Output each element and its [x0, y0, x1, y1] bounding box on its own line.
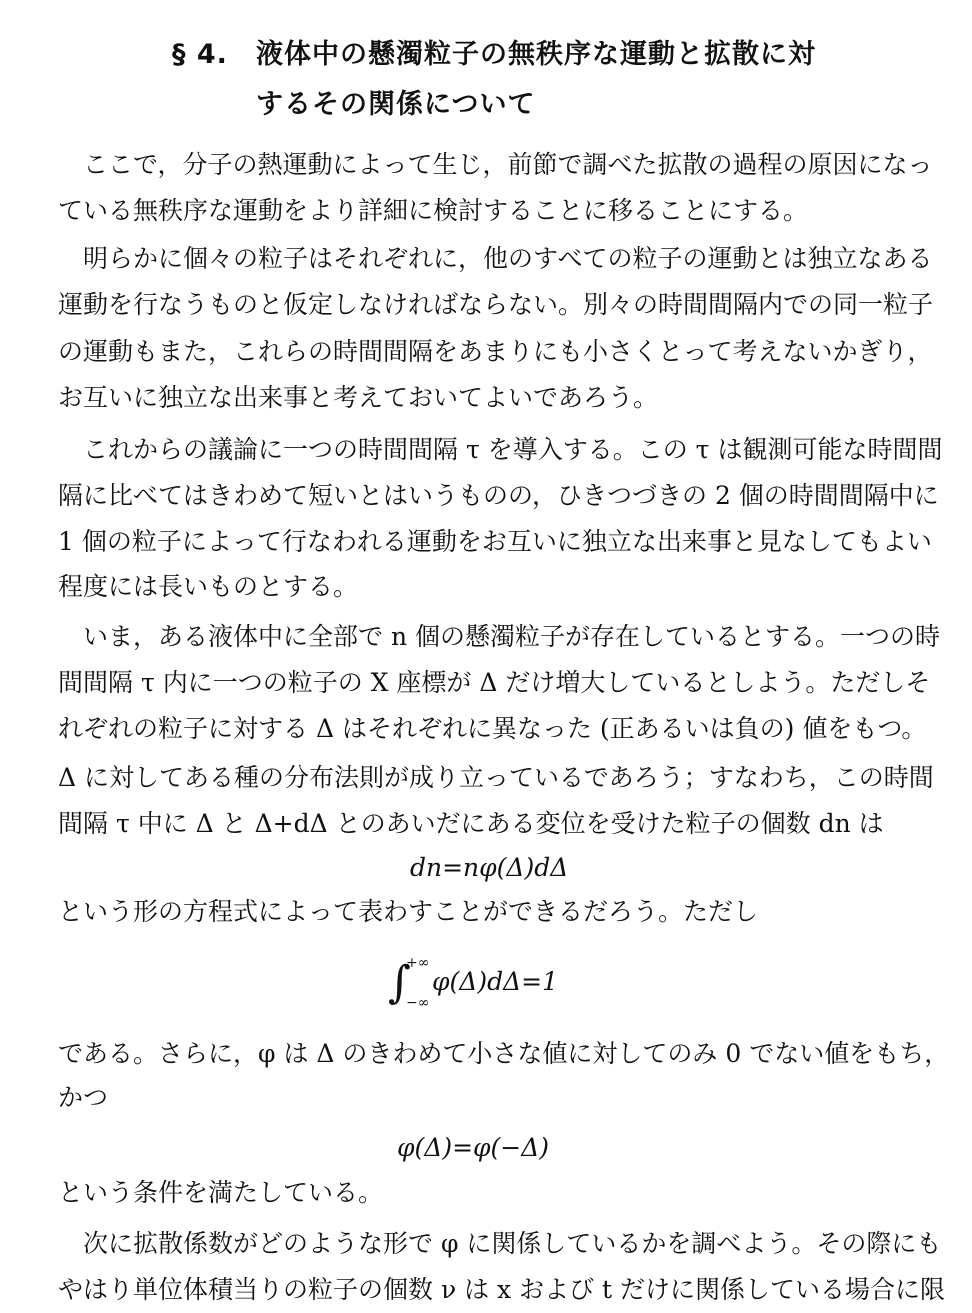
text-line: 1 個の粒子によって行なわれる運動をお互いに独立な出来事と見なしてもよい: [58, 527, 932, 556]
text-line: である。さらに，φ は Δ のきわめて小さな値に対してのみ 0 でない値をもち，: [58, 1039, 950, 1068]
integral-body: φ(Δ)dΔ=1: [432, 967, 558, 996]
text-line: 次に拡散係数がどのような形で φ に関係しているかを調べよう。その際にも: [83, 1229, 942, 1258]
text-line: これからの議論に一つの時間間隔 τ を導入する。この τ は観測可能な時間間: [83, 435, 943, 464]
section-number: § 4.: [172, 39, 228, 70]
equation-symmetry: φ(Δ)=φ(−Δ): [397, 1133, 550, 1162]
text-line: 間間隔 τ 内に一つの粒子の X 座標が Δ だけ増大しているとしよう。ただしそ: [58, 668, 931, 697]
section-title-line1: 液体中の懸濁粒子の無秩序な運動と拡散に対: [256, 39, 816, 70]
section-title-line2: するその関係について: [256, 89, 536, 120]
text-line: の運動もまた，これらの時間間隔をあまりにも小さくとって考えないかぎり，: [58, 337, 933, 366]
integral-lower-limit: −∞: [406, 995, 430, 1011]
text-line: 運動を行なうものと仮定しなければならない。別々の時間間隔内での同一粒子: [58, 290, 934, 319]
section-heading: [172, 30, 816, 130]
text-line: 明らかに個々の粒子はそれぞれに，他のすべての粒子の運動とは独立なある: [83, 244, 933, 273]
text-line: 間隔 τ 中に Δ と Δ+dΔ とのあいだにある変位を受けた粒子の個数 dn は: [58, 809, 884, 838]
text-line: という条件を満たしている。: [58, 1178, 384, 1207]
text-line: 隔に比べてはきわめて短いとはいうものの，ひきつづきの 2 個の時間間隔中に: [58, 481, 939, 510]
text-line: ここで，分子の熱運動によって生じ，前節で調べた拡散の過程の原因になっ: [83, 150, 933, 179]
equation-dn: dn=nφ(Δ)dΔ: [410, 853, 569, 882]
text-line: かつ: [58, 1083, 109, 1112]
text-line: ている無秩序な運動をより詳細に検討することに移ることにする。: [58, 196, 809, 225]
integral-sign: ∫: [388, 957, 411, 1008]
text-line: 程度には長いものとする。: [58, 572, 359, 601]
text-line: れぞれの粒子に対する Δ はそれぞれに異なった (正あるいは負の) 値をもつ。: [58, 714, 927, 743]
text-line: いま，ある液体中に全部で n 個の懸濁粒子が存在しているとする。一つの時: [83, 622, 940, 651]
text-line: やはり単位体積当りの粒子の個数 ν は x および t だけに関係している場合に限: [58, 1275, 946, 1304]
text-line: という形の方程式によって表わすことができるだろう。ただし: [58, 897, 759, 926]
text-line: Δ に対してある種の分布法則が成り立っているであろう；すなわち，この時間: [58, 763, 934, 792]
text-line: お互いに独立な出来事と考えておいてよいであろう。: [58, 383, 659, 412]
integral-upper-limit: +∞: [406, 955, 430, 971]
